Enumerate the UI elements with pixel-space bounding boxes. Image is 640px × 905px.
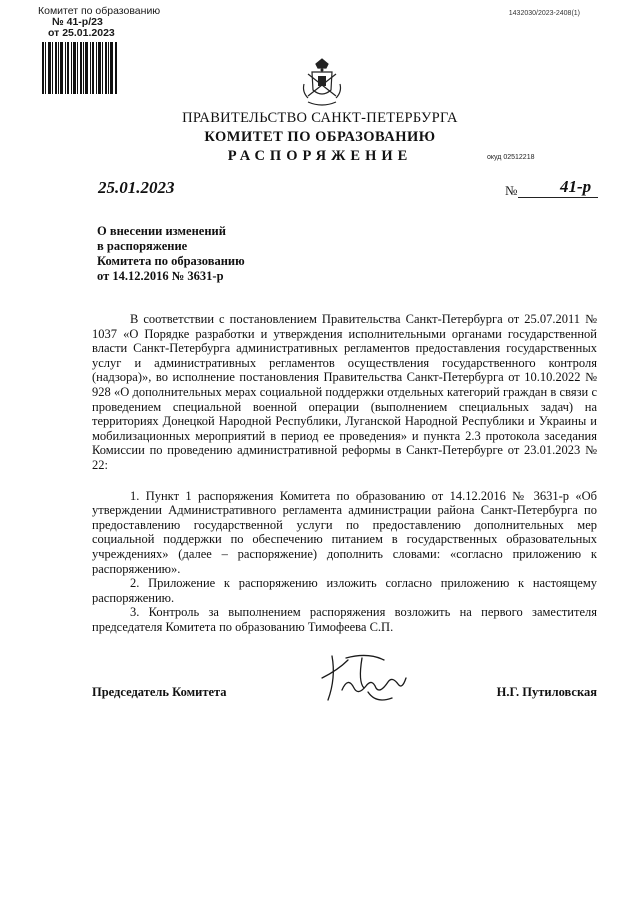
subject-block [97,224,245,284]
number-underline [518,197,598,198]
order-item-3: 3. Контроль за выполнением распоряжения возложить на первого заместителя председателя Комитета по образованию Тимофеева С.П. [92,605,597,634]
handwritten-date: 25.01.2023 [98,178,175,197]
number-label: № [505,183,518,198]
stamp-date: от 25.01.2023 [48,27,115,39]
government-title: ПРАВИТЕЛЬСТВО САНКТ-ПЕТЕРБУРГА [182,110,458,126]
document-type-title: РАСПОРЯЖЕНИЕ [227,148,413,164]
subject-line: в распоряжение [97,239,188,253]
order-item-2: 2. Приложение к распоряжению изложить согласно приложению к настоящему распоряжению. [92,576,597,605]
stamp-org: Комитет по образованию [38,5,161,17]
subject-line: О внесении изменений [97,224,226,238]
preamble-paragraph: В соответствии с постановлением Правительства Санкт-Петербурга от 25.07.2011 № 1037 «О Порядке разработки и утверждения исполнительными органами государственной власти Санкт-Петербурга административных регламентов предоставления государственных услуг и административных регламентов осуществления государственного контроля (надзора)», во исполнение постановления Правительства Санкт-Петербурга от 10.10.2022 № 928 «О дополнительных мерах социальной поддержки отдельных категорий граждан в связи с проведением специальной военной операции (выполнением специальных задач) на территориях Донецкой Народной Республики, Луганской Народной Республики и Украины и мобилизационных мероприятий в период ее проведения» и пункта 2.3 протокола заседания Комиссии по проведению административной реформы в Санкт-Петербурге от 23.01.2023 № 22: [92,312,597,472]
document-body [92,312,597,634]
stamp-number: № 41-р/23 [52,16,103,28]
order-item-1: 1. Пункт 1 распоряжения Комитета по образованию от 14.12.2016 № 3631-р «Об утверждении Административного регламента администрации района Санкт-Петербурга по предоставлению государственной услуги по предоставлению дополнительных мер социальной поддержки по обеспечению питанием в государственных образовательных учреждениях» (далее – распоряжение) дополнить словами: «согласно приложению к распоряжению». [92,488,597,576]
signatory-name: Н.Г. Путиловская [496,685,597,699]
signatory-role: Председатель Комитета [92,685,227,699]
barcode [42,42,118,94]
handwritten-number: 41-р [560,177,592,196]
coat-of-arms-icon [300,58,344,108]
okud-code: окуд 02512218 [487,154,535,161]
document-id: 1432030/2023-2408(1) [508,10,580,17]
committee-title: КОМИТЕТ ПО ОБРАЗОВАНИЮ [204,129,436,145]
registration-stamp [38,6,160,39]
handwritten-signature [318,648,410,706]
subject-line: Комитета по образованию [97,254,245,268]
subject-line: от 14.12.2016 № 3631-р [97,269,224,283]
